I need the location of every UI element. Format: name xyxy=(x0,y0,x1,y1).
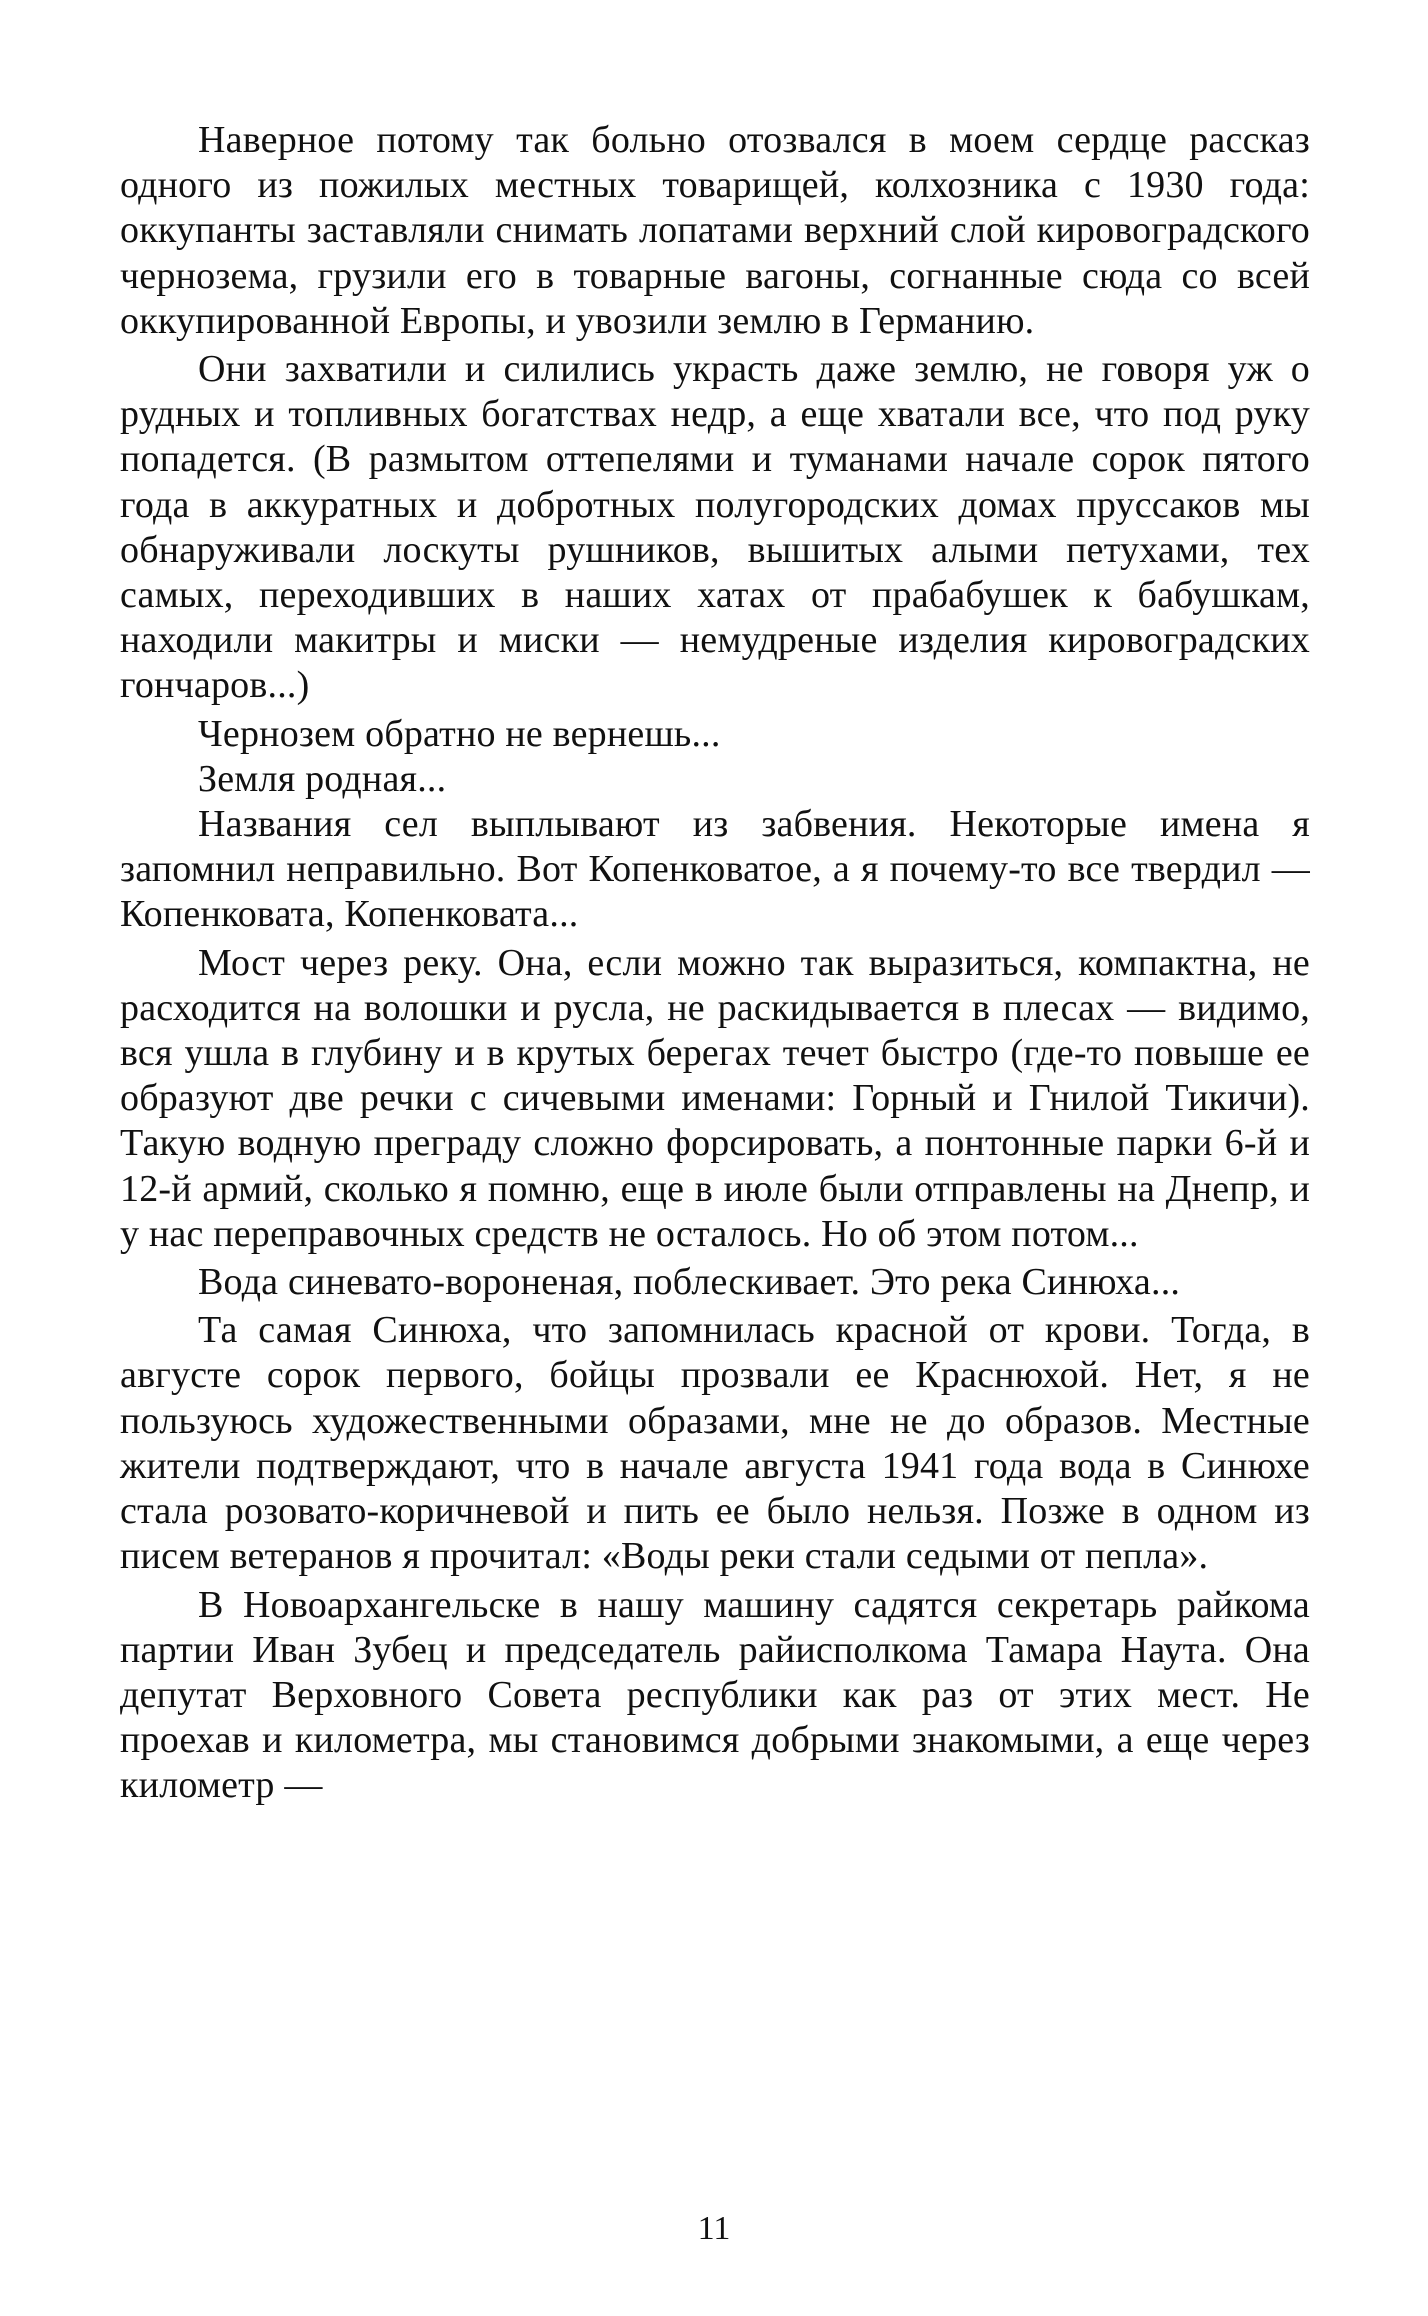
page-number: 11 xyxy=(697,2210,731,2247)
paragraph-8: Та самая Синюха, что запомнилась красной от крови. Тогда, в августе сорок первого, бойцы прозвали ее Краснюхой. Нет, я не пользуюсь художественными образами, мне не до образов. Местные жители подтверждают, что в начале августа 1941 года вода в Синюхе стала розовато-коричневой и пить ее было нельзя. Позже в одном из писем ветеранов я прочитал: «Воды реки стали седыми от пепла». xyxy=(120,1309,1310,1578)
paragraph-2: Они захватили и силились украсть даже землю, не говоря уж о рудных и топливных богатствах недр, а еще хватали все, что под руку попадется. (В размытом оттепелями и туманами начале сорок пятого года в аккуратных и добротных полугородских домах пруссаков мы обнаруживали лоскуты рушников, вышитых алыми петухами, тех самых, переходивших в наших хатах от прабабушек к бабушкам, находили макитры и миски — немудреные изделия кировоградских гончаров...) xyxy=(120,348,1310,707)
paragraph-5: Названия сел выплывают из забвения. Некоторые имена я запомнил неправильно. Вот Копенковатое, а я почему-то все твердил — Копенковата, Копенковата... xyxy=(120,803,1310,936)
paragraph-3: Чернозем обратно не вернешь... xyxy=(198,712,721,755)
paragraph-9: В Новоархангельске в нашу машину садятся секретарь райкома партии Иван Зубец и председатель райисполкома Тамара Наута. Она депутат Верховного Совета республики как раз от этих мест. Не проехав и километра, мы становимся добрыми знакомыми, а еще через километр — xyxy=(120,1583,1310,1807)
paragraph-4: Земля родная... xyxy=(198,757,447,800)
book-page xyxy=(120,118,1310,2218)
paragraph-6: Мост через реку. Она, если можно так выразиться, компактна, не расходится на волошки и русла, не раскидывается в плесах — видимо, вся ушла в глубину и в крутых берегах течет быстро (где-то повыше ее образуют две речки с сичевыми именами: Горный и Гнилой Тикичи). Такую водную преграду сложно форсировать, а понтонные парки 6-й и 12-й армий, сколько я помню, еще в июле были отправлены на Днепр, и у нас переправочных средств не осталось. Но об этом потом... xyxy=(120,941,1310,1255)
paragraph-1: Наверное потому так больно отозвался в моем сердце рассказ одного из пожилых местных товарищей, колхозника с 1930 года: оккупанты заставляли снимать лопатами верхний слой кировоградского чернозема, грузили его в товарные вагоны, согнанные сюда со всей оккупированной Европы, и увозили землю в Германию. xyxy=(120,119,1310,342)
paragraph-7: Вода синевато-вороненая, поблескивает. Это река Синюха... xyxy=(198,1261,1181,1304)
